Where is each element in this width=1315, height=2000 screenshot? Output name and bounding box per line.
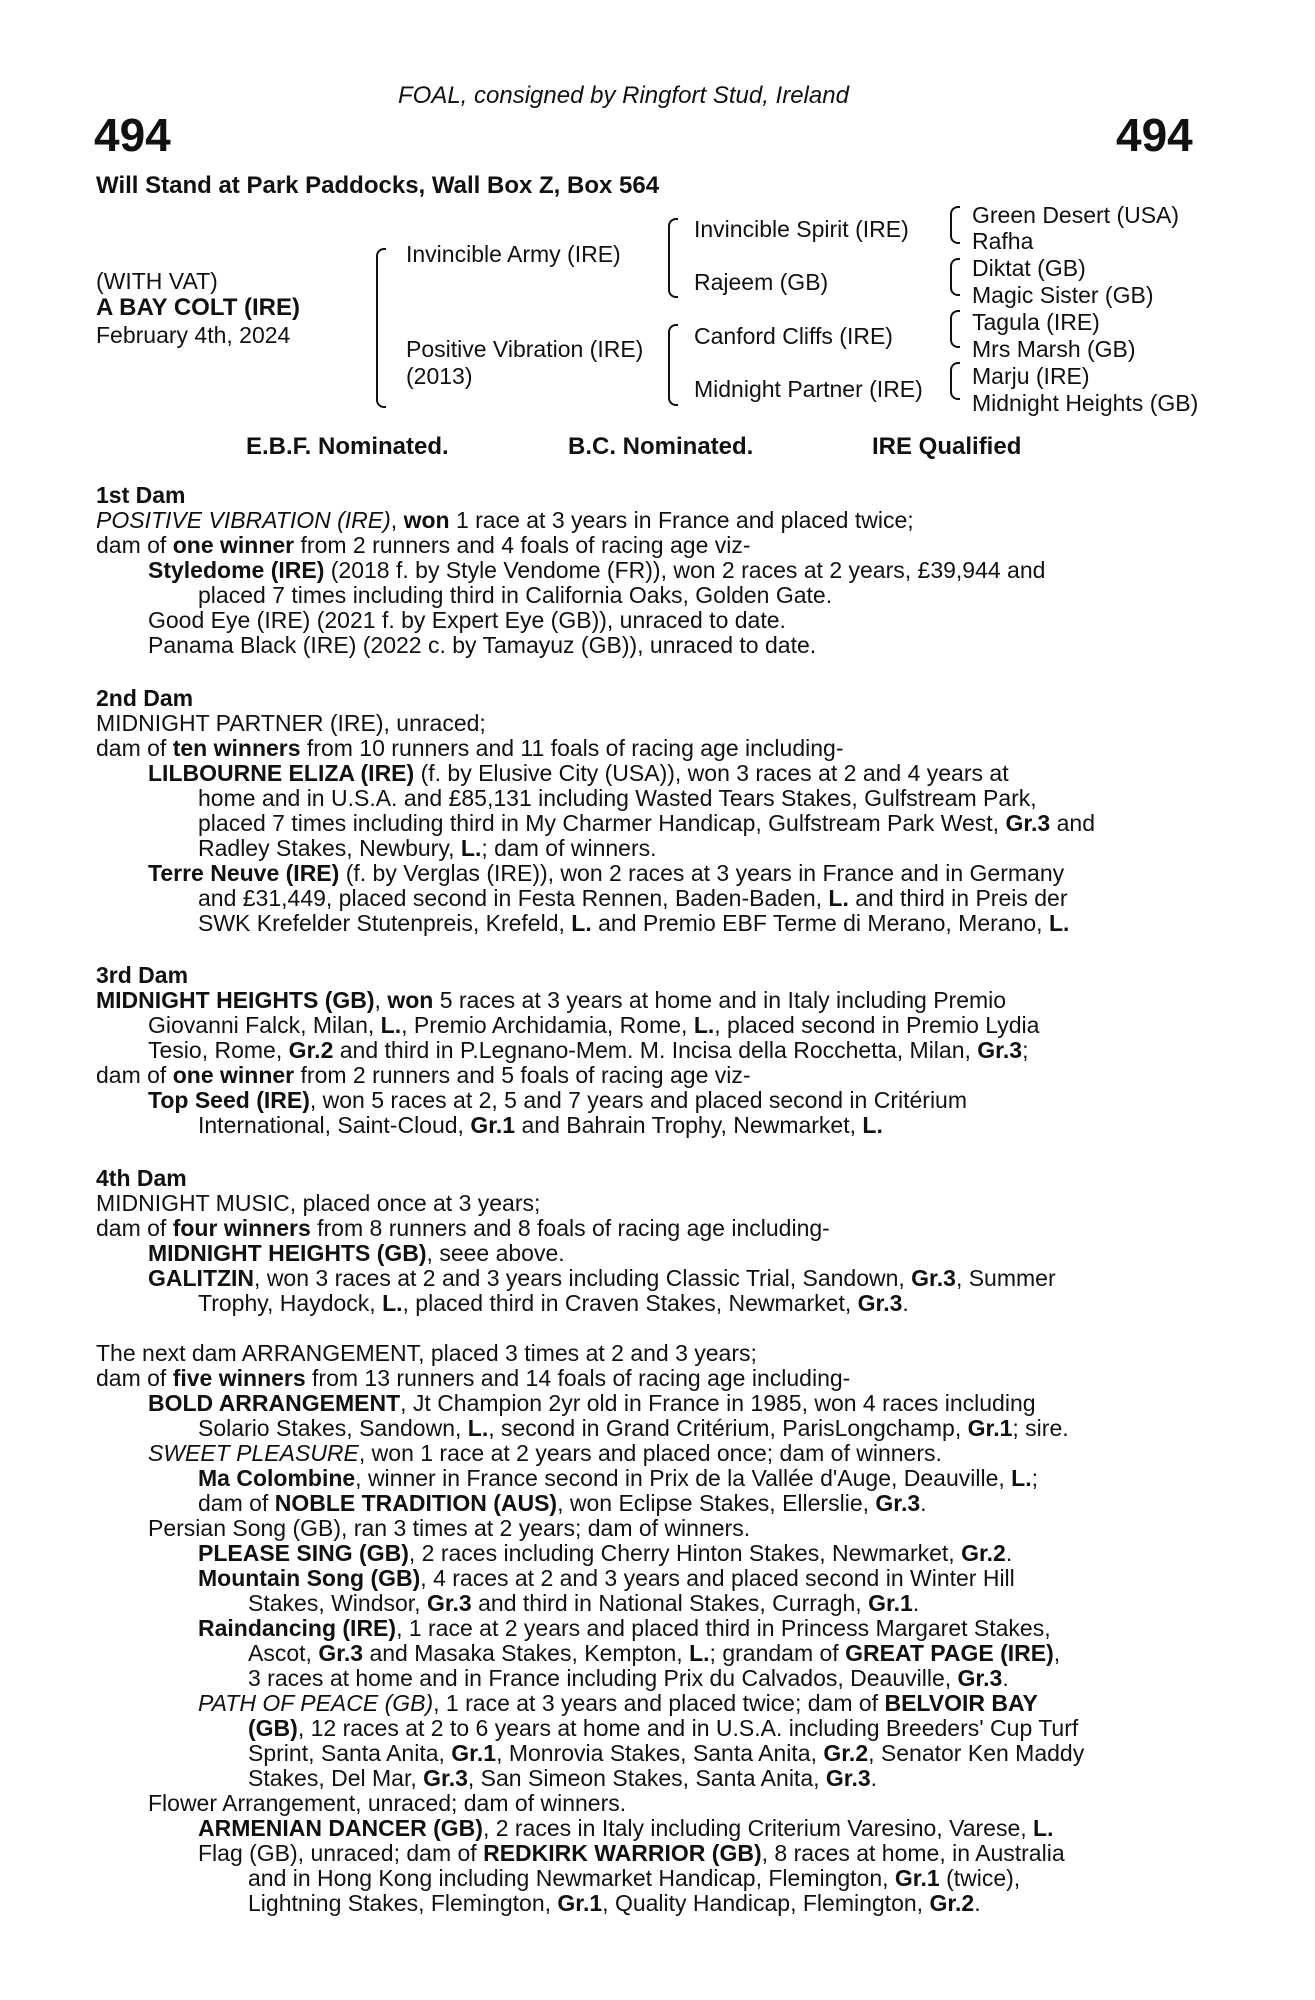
dam3-line: Tesio, Rome, Gr.2 and third in P.Legnano-Mem. M. Incisa della Rocchetta, Milan, Gr.3; <box>148 1037 1029 1063</box>
dam1-line: Panama Black (IRE) (2022 c. by Tamayuz (GB)), unraced to date. <box>148 632 817 658</box>
next-dam-line: PLEASE SING (GB), 2 races including Cherry Hinton Stakes, Newmarket, Gr.2. <box>198 1540 1013 1566</box>
lot-number-left: 494 <box>94 109 171 161</box>
dam1-line: POSITIVE VIBRATION (IRE), won 1 race at 3 years in France and placed twice; <box>96 507 914 533</box>
pedigree-gen4-2: Rafha <box>972 228 1034 254</box>
dam2-line: dam of ten winners from 10 runners and 11 foals of racing age including- <box>96 735 844 761</box>
pedigree-gen4-5: Tagula (IRE) <box>972 309 1100 335</box>
pedigree-gen3-4: Midnight Partner (IRE) <box>694 376 923 402</box>
lot-number-right: 494 <box>1116 109 1193 161</box>
dam1-heading: 1st Dam <box>96 482 186 508</box>
dam2-line: Terre Neuve (IRE) (f. by Verglas (IRE)), won 2 races at 3 years in France and in Germany <box>148 860 1065 886</box>
next-dam-line: Stakes, Windsor, Gr.3 and third in National Stakes, Curragh, Gr.1. <box>248 1590 920 1616</box>
next-dam-line: PATH OF PEACE (GB), 1 race at 3 years and placed twice; dam of BELVOIR BAY <box>198 1690 1038 1716</box>
next-dam-line: Stakes, Del Mar, Gr.3, San Simeon Stakes, Santa Anita, Gr.3. <box>248 1765 878 1791</box>
consignor-line: FOAL, consigned by Ringfort Stud, Ireland <box>398 82 849 109</box>
next-dam-line: BOLD ARRANGEMENT, Jt Champion 2yr old in France in 1985, won 4 races including <box>148 1390 1036 1416</box>
vat-note: (WITH VAT) <box>96 268 218 294</box>
next-dam-line: Solario Stakes, Sandown, L., second in Grand Critérium, ParisLongchamp, Gr.1; sire. <box>198 1415 1069 1441</box>
pedigree-gen4-6: Mrs Marsh (GB) <box>972 336 1136 362</box>
next-dam-line: Persian Song (GB), ran 3 times at 2 years; dam of winners. <box>148 1515 751 1541</box>
dam2-line: LILBOURNE ELIZA (IRE) (f. by Elusive City (USA)), won 3 races at 2 and 4 years at <box>148 760 1009 786</box>
pedigree-brace-g3-1 <box>950 206 960 244</box>
pedigree-gen3-2: Rajeem (GB) <box>694 269 829 295</box>
next-dam-line: Sprint, Santa Anita, Gr.1, Monrovia Stakes, Santa Anita, Gr.2, Senator Ken Maddy <box>248 1740 1085 1766</box>
next-dam-line: dam of five winners from 13 runners and 14 foals of racing age including- <box>96 1365 851 1391</box>
dam2-line: home and in U.S.A. and £85,131 including Wasted Tears Stakes, Gulfstream Park, <box>198 785 1037 811</box>
dam2-line: placed 7 times including third in My Charmer Handicap, Gulfstream Park West, Gr.3 and <box>198 810 1095 836</box>
dam2-line: and £31,449, placed second in Festa Rennen, Baden-Baden, L. and third in Preis der <box>198 885 1068 911</box>
pedigree-dam-year: (2013) <box>406 363 473 389</box>
dam3-line: dam of one winner from 2 runners and 5 foals of racing age viz- <box>96 1062 751 1088</box>
next-dam-line: Raindancing (IRE), 1 race at 2 years and placed third in Princess Margaret Stakes, <box>198 1615 1051 1641</box>
pedigree-brace-gen1 <box>376 248 386 408</box>
dam2-line: SWK Krefelder Stutenpreis, Krefeld, L. and Premio EBF Terme di Merano, Merano, L. <box>198 910 1070 936</box>
next-dam-line: SWEET PLEASURE, won 1 race at 2 years and placed once; dam of winners. <box>148 1440 942 1466</box>
dam2-line: Radley Stakes, Newbury, L.; dam of winners. <box>198 835 657 861</box>
dam2-heading: 2nd Dam <box>96 685 194 711</box>
dam1-line: Styledome (IRE) (2018 f. by Style Vendome (FR)), won 2 races at 2 years, £39,944 and <box>148 557 1046 583</box>
dam4-line: Trophy, Haydock, L., placed third in Craven Stakes, Newmarket, Gr.3. <box>198 1290 909 1316</box>
dam3-heading: 3rd Dam <box>96 962 189 988</box>
next-dam-line: Mountain Song (GB), 4 races at 2 and 3 years and placed second in Winter Hill <box>198 1565 1015 1591</box>
pedigree-brace-g3-4 <box>950 362 960 400</box>
next-dam-line: ARMENIAN DANCER (GB), 2 races in Italy including Criterium Varesino, Varese, L. <box>198 1815 1054 1841</box>
dam3-line: Giovanni Falck, Milan, L., Premio Archidamia, Rome, L., placed second in Premio Lydia <box>148 1012 1040 1038</box>
next-dam-line: Flag (GB), unraced; dam of REDKIRK WARRIOR (GB), 8 races at home, in Australia <box>198 1840 1065 1866</box>
next-dam-line: Lightning Stakes, Flemington, Gr.1, Quality Handicap, Flemington, Gr.2. <box>248 1890 981 1916</box>
bc-nomination: B.C. Nominated. <box>568 433 754 460</box>
pedigree-gen4-1: Green Desert (USA) <box>972 202 1180 228</box>
dam4-line: GALITZIN, won 3 races at 2 and 3 years including Classic Trial, Sandown, Gr.3, Summer <box>148 1265 1056 1291</box>
foaling-date: February 4th, 2024 <box>96 322 291 348</box>
pedigree-gen4-3: Diktat (GB) <box>972 255 1086 281</box>
pedigree-dam: Positive Vibration (IRE) <box>406 336 644 362</box>
next-dam-line: Ascot, Gr.3 and Masaka Stakes, Kempton, L.; grandam of GREAT PAGE (IRE), <box>248 1640 1061 1666</box>
pedigree-brace-sire <box>668 218 678 298</box>
next-dam-line: dam of NOBLE TRADITION (AUS), won Eclipse Stakes, Ellerslie, Gr.3. <box>198 1490 927 1516</box>
next-dam-line: and in Hong Kong including Newmarket Handicap, Flemington, Gr.1 (twice), <box>248 1865 1021 1891</box>
pedigree-gen4-8: Midnight Heights (GB) <box>972 390 1199 416</box>
horse-name: A BAY COLT (IRE) <box>96 294 301 321</box>
dam1-line: placed 7 times including third in California Oaks, Golden Gate. <box>198 582 833 608</box>
next-dam-line: Ma Colombine, winner in France second in Prix de la Vallée d'Auge, Deauville, L.; <box>198 1465 1038 1491</box>
pedigree-brace-g3-3 <box>950 310 960 348</box>
pedigree-gen3-3: Canford Cliffs (IRE) <box>694 323 893 349</box>
dam1-line: dam of one winner from 2 runners and 4 foals of racing age viz- <box>96 532 751 558</box>
dam3-line: International, Saint-Cloud, Gr.1 and Bahrain Trophy, Newmarket, L. <box>198 1112 883 1138</box>
pedigree-brace-g3-2 <box>950 258 960 296</box>
pedigree-brace-dam <box>668 324 678 406</box>
dam4-heading: 4th Dam <box>96 1165 187 1191</box>
pedigree-gen4-4: Magic Sister (GB) <box>972 282 1154 308</box>
next-dam-line: 3 races at home and in France including Prix du Calvados, Deauville, Gr.3. <box>248 1665 1009 1691</box>
pedigree-gen4-7: Marju (IRE) <box>972 363 1090 389</box>
dam2-line: MIDNIGHT PARTNER (IRE), unraced; <box>96 710 486 736</box>
next-dam-line: Flower Arrangement, unraced; dam of winners. <box>148 1790 627 1816</box>
ebf-nomination: E.B.F. Nominated. <box>246 433 449 460</box>
next-dam-line: The next dam ARRANGEMENT, placed 3 times at 2 and 3 years; <box>96 1340 757 1366</box>
dam4-line: MIDNIGHT HEIGHTS (GB), seee above. <box>148 1240 565 1266</box>
dam4-line: dam of four winners from 8 runners and 8 foals of racing age including- <box>96 1215 830 1241</box>
pedigree-sire: Invincible Army (IRE) <box>406 241 621 267</box>
dam4-line: MIDNIGHT MUSIC, placed once at 3 years; <box>96 1190 541 1216</box>
next-dam-line: (GB), 12 races at 2 to 6 years at home and in U.S.A. including Breeders' Cup Turf <box>248 1715 1079 1741</box>
pedigree-gen3-1: Invincible Spirit (IRE) <box>694 216 909 242</box>
dam3-line: MIDNIGHT HEIGHTS (GB), won 5 races at 3 years at home and in Italy including Premio <box>96 987 1007 1013</box>
location-line: Will Stand at Park Paddocks, Wall Box Z, Box 564 <box>96 172 660 199</box>
dam3-line: Top Seed (IRE), won 5 races at 2, 5 and 7 years and placed second in Critérium <box>148 1087 967 1113</box>
ire-qualified: IRE Qualified <box>872 433 1022 460</box>
dam1-line: Good Eye (IRE) (2021 f. by Expert Eye (GB)), unraced to date. <box>148 607 786 633</box>
